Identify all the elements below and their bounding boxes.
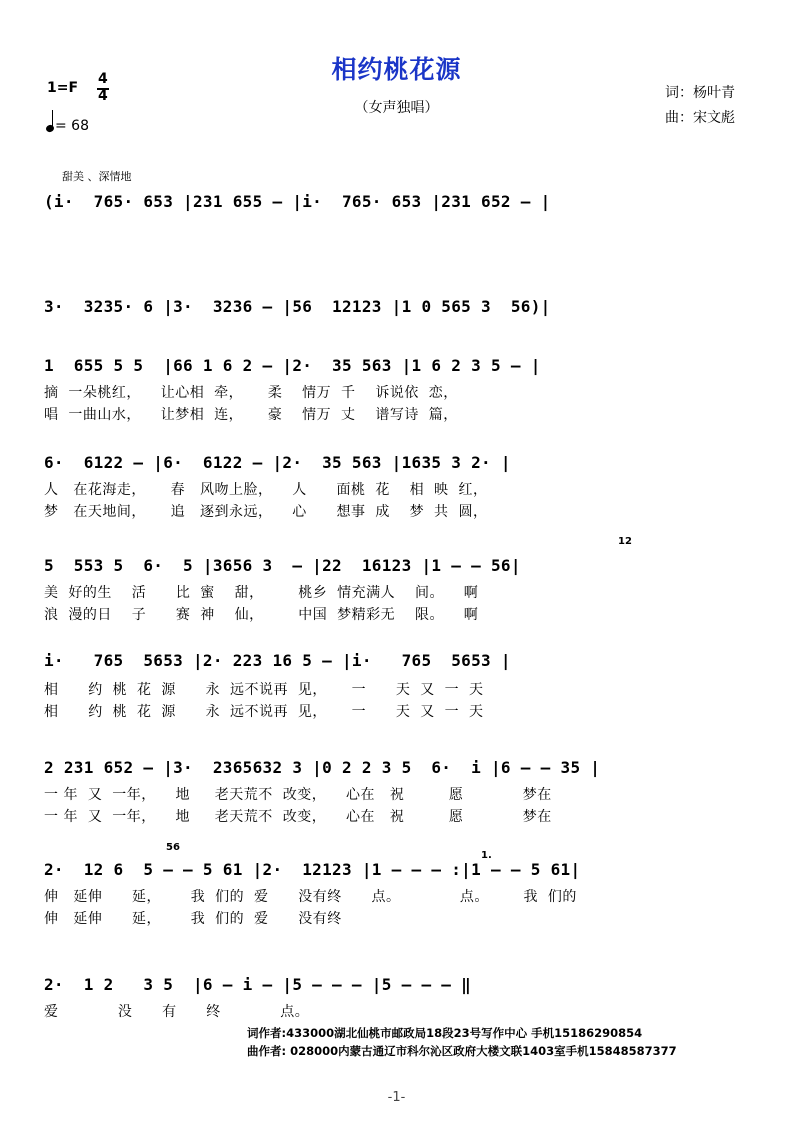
notation-line: 2· 12 6 5 – – 5 61 |2· 12123 |1 – – – :|1 – – 5 61| <box>44 860 581 879</box>
note-stem-icon <box>52 110 53 126</box>
page-title: 相约桃花源 <box>331 55 462 84</box>
composer-address: 曲作者: 028000内蒙古通辽市科尔沁区政府大楼文联1403室手机15848587377 <box>247 1044 677 1058</box>
tempo-marking <box>46 114 89 134</box>
lyricist-address: 词作者:433000湖北仙桃市邮政局18段23号写作中心 手机15186290854 <box>247 1026 643 1040</box>
time-signature-bottom: 4 <box>98 88 108 104</box>
lyrics-verse-1: 相 约 桃 花 源 永 远不说再 见， 一 天 又 一 天 <box>44 682 484 698</box>
notation-line: 2 231 652 – |3· 2365632 3 |0 2 2 3 5 6· i |6 – – 35 | <box>44 758 601 777</box>
volta-mark: 1. <box>481 850 492 861</box>
lyrics-verse-1: 一 年 又 一年， 地 老天荒不 改变， 心在 祝 愿 梦在 <box>44 787 552 803</box>
lyrics-verse-1: 摘 一朵桃红， 让心相 牵， 柔 情万 千 诉说依 恋， <box>44 385 458 401</box>
lyrics-verse-1: 美 好的生 活 比 蜜 甜， 桃乡 情充满人 间。 啊 <box>44 585 479 601</box>
tempo-value: = 68 <box>55 118 89 134</box>
notation-line: i· 765 5653 |2· 223 16 5 – |i· 765 5653 | <box>44 651 511 670</box>
notation-line: 6· 6122 – |6· 6122 – |2· 35 563 |1635 3 2· | <box>44 453 511 472</box>
lyrics-verse-2: 相 约 桃 花 源 永 远不说再 见， 一 天 又 一 天 <box>44 704 484 720</box>
lyrics-verse-2: 唱 一曲山水， 让梦相 连， 豪 情万 丈 谱写诗 篇， <box>44 407 458 423</box>
notation-line: 2· 1 2 3 5 |6 – i – |5 – – – |5 – – – ‖ <box>44 975 472 994</box>
lyrics-verse-1: 伸 延伸 延， 我 们的 爱 没有终 点。 点。 我 们的 <box>44 889 577 905</box>
expression-marking: 甜美 、深情地 <box>62 170 132 183</box>
volta-mark: 12 <box>618 536 632 547</box>
lyrics-verse-1: 人 在花海走， 春 风吻上脸， 人 面桃 花 相 映 红， <box>44 482 488 498</box>
lyricist-credit: 词：杨叶青 <box>665 85 735 101</box>
notation-line: 3· 3235· 6 |3· 3236 – |56 12123 |1 0 565 3 56)| <box>44 297 551 316</box>
lyrics-verse-1: 爱 没 有 终 点。 <box>44 1004 310 1020</box>
lyrics-verse-2: 一 年 又 一年， 地 老天荒不 改变， 心在 祝 愿 梦在 <box>44 809 552 825</box>
subtitle: （女声独唱） <box>354 100 439 116</box>
composer-credit: 曲：宋文彪 <box>665 110 735 126</box>
time-signature-top: 4 <box>98 71 108 87</box>
quarter-note-icon <box>45 124 55 133</box>
notation-line: (i· 765· 653 |231 655 – |i· 765· 653 |231 652 – | <box>44 192 551 211</box>
notation-line: 1 655 5 5 |66 1 6 2 – |2· 35 563 |1 6 2 3 5 – | <box>44 356 541 375</box>
page-number: -1- <box>387 1090 406 1105</box>
lyrics-verse-2: 伸 延伸 延， 我 们的 爱 没有终 <box>44 911 342 927</box>
volta-mark: 56 <box>166 842 180 853</box>
lyrics-verse-2: 浪 漫的日 子 赛 神 仙， 中国 梦精彩无 限。 啊 <box>44 607 479 623</box>
lyrics-verse-2: 梦 在天地间， 追 逐到永远， 心 想事 成 梦 共 圆， <box>44 504 488 520</box>
notation-line: 5 553 5 6· 5 |3656 3 – |22 16123 |1 – – 56| <box>44 556 521 575</box>
key-signature: 1=F <box>47 80 79 96</box>
